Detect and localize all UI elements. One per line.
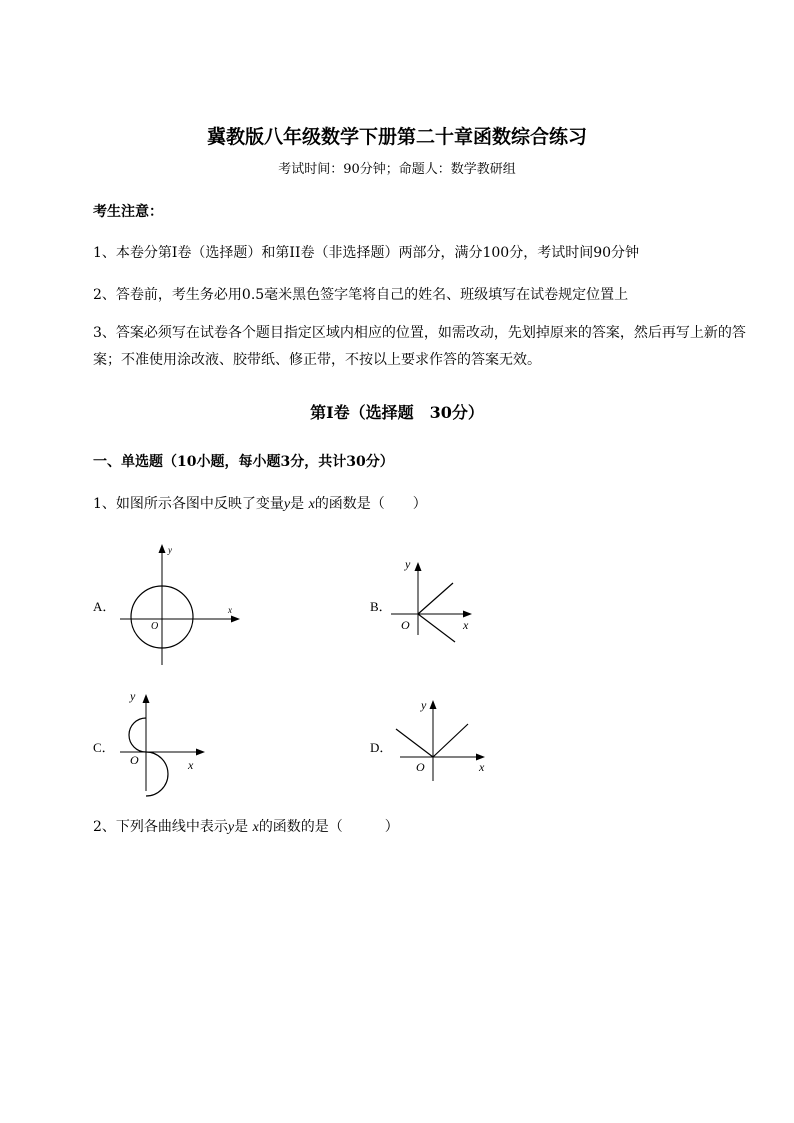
question-2 bbox=[93, 816, 399, 836]
question-2-var-y: y bbox=[227, 820, 235, 835]
page-title: 冀教版八年级数学下册第二十章函数综合练习 bbox=[206, 126, 587, 148]
question-2-post: 的函数的是（ ） bbox=[258, 819, 399, 835]
option-d-label[interactable]: D． bbox=[370, 740, 393, 755]
note-item-3: 3、答案必须写在试卷各个题目指定区域内相应的位置，如需改动，先划掉原来的答案，然后再写上新的答案；不准使用涂改液、胶带纸、修正带，不按以上要求作答的答案无效。 bbox=[93, 325, 746, 368]
option-d-x-label: x bbox=[479, 760, 485, 774]
option-c-graph bbox=[112, 685, 212, 800]
option-b-origin: O bbox=[401, 618, 410, 632]
part-title: 一、单选题（10小题，每小题3分，共计30分） bbox=[93, 454, 394, 470]
section-title: 第I卷（选择题 30分） bbox=[310, 403, 484, 422]
question-1-post: 的函数是（ ） bbox=[314, 496, 427, 512]
option-c-y-label: y bbox=[130, 689, 136, 703]
question-2-pre: 2、下列各曲线中表示 bbox=[93, 819, 228, 835]
option-c-origin: O bbox=[130, 753, 139, 767]
option-c-label[interactable]: C． bbox=[93, 740, 115, 755]
note-item-1: 1、本卷分第I卷（选择题）和第II卷（非选择题）两部分，满分100分，考试时间90分钟 bbox=[93, 245, 640, 261]
option-a-origin: O bbox=[151, 621, 159, 632]
option-d-origin: O bbox=[416, 760, 425, 774]
question-1-pre: 1、如图所示各图中反映了变量 bbox=[93, 496, 284, 512]
question-2-mid: 是 bbox=[234, 819, 249, 835]
question-1-var-x: x bbox=[308, 497, 315, 512]
option-a-graph bbox=[110, 540, 250, 675]
notes-heading: 考生注意： bbox=[93, 204, 163, 220]
option-b-label[interactable]: B． bbox=[370, 599, 392, 614]
option-a-label[interactable]: A． bbox=[93, 599, 116, 614]
option-d-y-label: y bbox=[421, 698, 427, 712]
question-1-mid: 是 bbox=[290, 496, 305, 512]
option-a-x-label: x bbox=[228, 605, 232, 615]
exam-info: 考试时间：90分钟；命题人：数学教研组 bbox=[278, 162, 516, 177]
option-d-graph bbox=[388, 693, 498, 783]
question-1 bbox=[93, 493, 427, 513]
question-1-var-y: y bbox=[283, 497, 291, 512]
question-2-var-x: x bbox=[252, 820, 259, 835]
option-b-y-label: y bbox=[405, 557, 411, 571]
option-b-x-label: x bbox=[463, 618, 469, 632]
note-item-2: 2、答卷前，考生务必用0.5毫米黑色签字笔将自己的姓名、班级填写在试卷规定位置上 bbox=[93, 287, 629, 303]
option-c-x-label: x bbox=[188, 758, 194, 772]
option-a-y-label: y bbox=[168, 545, 172, 555]
option-b-graph bbox=[385, 553, 485, 648]
